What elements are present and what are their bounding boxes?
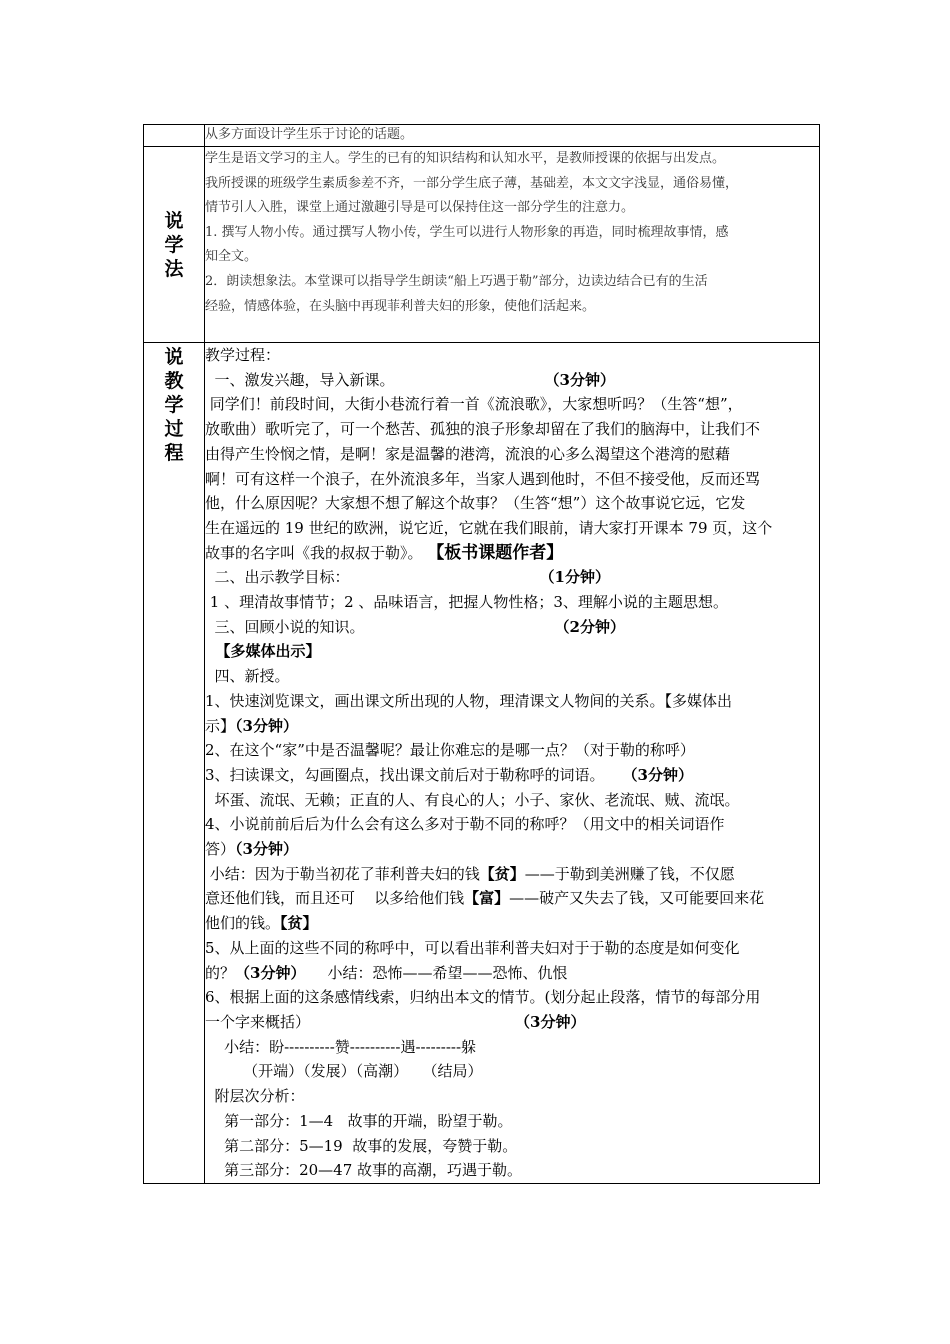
question-3-answer: 坏蛋、流氓、无赖；正直的人、有良心的人；小子、家伙、老流氓、贼、流氓。	[205, 790, 740, 809]
teaching-goals: 1 、理清故事情节；2 、品味语言，把握人物性格；3、理解小说的主题思想。	[205, 593, 728, 612]
summary-5: 小结：恐怖——希望——恐怖、仇恨	[327, 963, 568, 982]
text-line: 知全文。	[205, 249, 258, 265]
summary-1-cont: 意还他们钱，而且还可 以多给他们钱【富】——破产又失去了钱，又可能要回来花	[205, 889, 765, 908]
question-3: 3、扫读课文，勾画圈点，找出课文前后对于勒称呼的词语。 （3分钟）	[205, 765, 693, 784]
section-4: 四、新授。	[205, 667, 290, 686]
row1-text: 从多方面设计学生乐于讨论的话题。	[205, 127, 414, 142]
text-line: 2．朗读想象法。本堂课可以指导学生朗读“船上巧遇于勒”部分，边读边结合已有的生活	[205, 273, 708, 289]
question-5: 5、从上面的这些不同的称呼中，可以看出菲利普夫妇对于于勒的态度是如何变化	[205, 938, 740, 957]
text-line: 同学们！前段时间，大街小巷流行着一首《流浪歌》，大家想听吗？（生答“想”，	[205, 395, 743, 414]
time-label: （3分钟）	[544, 370, 615, 389]
text-line: 故事的名字叫《我的叔叔于勒》。 【板书课题作者】	[205, 542, 564, 563]
time-label: （3分钟）	[235, 840, 298, 859]
label-char: 法	[164, 258, 184, 280]
question-1: 1、快速浏览课文，画出课文所出现的人物，理清课文人物间的关系。【多媒体出	[205, 691, 733, 710]
time-label: （3分钟）	[235, 963, 306, 982]
label-char: 学	[164, 394, 184, 416]
plot-summary: 小结：盼----------赞----------遇---------躲	[205, 1037, 477, 1056]
time-label: （2分钟）	[554, 617, 625, 636]
board-title-note: 【板书课题作者】	[427, 542, 564, 563]
question-1-cont: 示】（3分钟）	[205, 716, 298, 735]
text-line: 生在遥远的 19 世纪的欧洲，说它近，它就在我们眼前，请大家打开课本 79 页，这个	[205, 518, 773, 537]
section-1: 一、激发兴趣，导入新课。 （3分钟）	[205, 370, 615, 389]
row-study-method	[144, 147, 820, 343]
text-line: 学生是语文学习的主人。学生的已有的知识结构和认知水平，是教师授课的依据与出发点。	[205, 151, 726, 166]
text-line: 放歌曲）歌听完了，可一个愁苦、孤独的浪子形象却留在了我们的脑海中，让我们不	[205, 420, 761, 439]
label-char: 说	[164, 346, 184, 368]
label-char: 教	[164, 370, 184, 392]
plot-parts: （开端）（发展）（高潮） （结局）	[205, 1062, 483, 1081]
lesson-plan-table	[143, 124, 820, 1184]
part-1: 第一部分：1—4 故事的开端，盼望于勒。	[205, 1111, 513, 1130]
text-line: 他，什么原因呢？大家想不想了解这个故事？（生答“想”）这个故事说它远，它发	[205, 494, 746, 513]
process-heading: 教学过程：	[205, 346, 281, 364]
label-char: 程	[164, 442, 184, 464]
question-6-cont: 一个字来概括） （3分钟）	[205, 1012, 586, 1031]
section-2: 二、出示教学目标： （1分钟）	[205, 568, 610, 587]
row1-label-cell	[144, 125, 205, 147]
time-label: （3分钟）	[235, 716, 298, 735]
label-char: 过	[164, 418, 184, 440]
label-char: 说	[164, 210, 184, 232]
text-line: 由得产生怜悯之情，是啊！家是温馨的港湾，流浪的心多么渴望这个港湾的慰藉	[205, 444, 731, 463]
study-method-content-cell	[205, 147, 820, 343]
layers-title: 附层次分析：	[205, 1087, 305, 1106]
text-line: 情节引人入胜，课堂上通过激趣引导是可以保持住这一部分学生的注意力。	[205, 200, 635, 216]
question-6: 6、根据上面的这条感情线索，归纳出本文的情节。(划分起止段落，情节的每部分用	[205, 988, 761, 1007]
text-line: 经验，情感体验，在头脑中再现菲利普夫妇的形象，使他们活起来。	[205, 298, 596, 314]
question-4: 4、小说前前后后为什么会有这么多对于勒不同的称呼？（用文中的相关词语作	[205, 815, 725, 834]
text-line: 啊！可有这样一个浪子，在外流浪多年，当家人遇到他时，不但不接受他，反而还骂	[205, 469, 761, 488]
row-continuation	[144, 125, 820, 147]
label-char: 学	[164, 234, 184, 256]
summary-1: 小结：因为于勒当初花了菲利普夫妇的钱【贫】——于勒到美洲赚了钱，不仅愿	[205, 864, 735, 883]
part-3: 第三部分：20—47 故事的高潮，巧遇于勒。	[205, 1161, 523, 1180]
study-method-label-cell	[144, 147, 205, 343]
question-4-cont: 答）（3分钟）	[205, 840, 298, 859]
section-3: 三、回顾小说的知识。 （2分钟）	[205, 617, 625, 636]
row-teaching-process	[144, 343, 820, 1184]
row1-content-cell	[205, 125, 820, 147]
teaching-process-content-cell	[205, 343, 820, 1184]
time-label: （1分钟）	[539, 568, 610, 587]
question-5-cont: 的？（3分钟） 小结：恐怖——希望——恐怖、仇恨	[205, 963, 568, 982]
media-note: 【多媒体出示】	[205, 642, 321, 661]
teaching-process-label-cell	[144, 343, 205, 1184]
text-line: 1. 撰写人物小传。通过撰写人物小传，学生可以进行人物形象的再造，同时梳理故事情，感	[205, 224, 729, 240]
part-2: 第二部分：5—19 故事的发展，夸赞于勒。	[205, 1136, 518, 1155]
question-2: 2、在这个“家”中是否温馨呢？最让你难忘的是哪一点？（对于勒的称呼）	[205, 741, 695, 760]
time-label: （3分钟）	[622, 765, 693, 784]
time-label: （3分钟）	[515, 1012, 586, 1031]
summary-1-end: 他们的钱。【贫】	[205, 914, 318, 933]
text-line: 我所授课的班级学生素质参差不齐，一部分学生底子薄，基础差，本文文字浅显，通俗易懂，	[205, 175, 739, 191]
